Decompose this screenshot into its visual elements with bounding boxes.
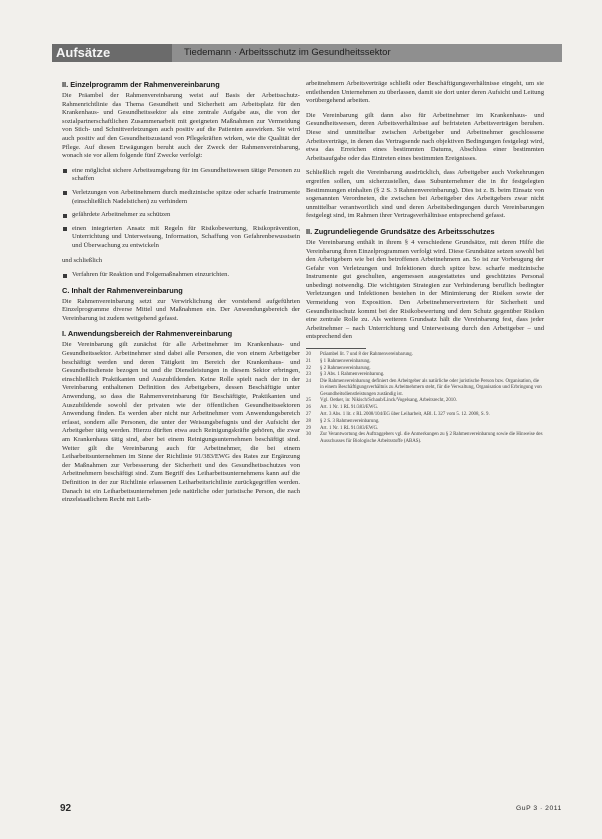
footnote — [306, 426, 544, 432]
journal-issue: GuP 3 · 2011 — [516, 805, 562, 812]
section-heading: I. Anwendungsbereich der Rahmenvereinbarung — [62, 329, 233, 339]
footnote-text: Die Rahmenvereinbarung definiert den Arbeitgeber als natürliche oder juristische Person bzw. Organisation, die in einem Beschäftigungsverhältnis zu Arbeitnehmern steht, für die Verwaltung, Organisation und Erbringung von Gesundheitsdienstleistungen zuständig ist. — [320, 379, 542, 397]
paragraph: und schließlich — [62, 256, 103, 264]
bullet-item: einen integrierten Ansatz mit Regeln für Risikobewertung, Risikoprävention, Unterrichtung und Unterweisung, Information, Schaffung von Gefahrenbewusstsein und Überwachung zu entwickeln — [62, 225, 300, 251]
footnote — [306, 352, 544, 358]
footnote-number: 20 — [306, 352, 311, 358]
bullet-item: eine möglichst sichere Arbeitsumgebung für im Gesundheitswesen tätige Personen zu schaffen — [62, 167, 300, 184]
footnote-number: 21 — [306, 358, 311, 364]
footnote-text: Zur Verantwortung des Auftraggebers vgl. die Anmerkungen zu § 2 Rahmenvereinbarung sowie die Hinweise des Ausschusses für Biologische Arbeitsstoffe (ABAS). — [320, 432, 543, 444]
footnote-number: 28 — [306, 418, 311, 424]
footnote-text: Art. 1 Nr. 1 RL 91/383/EWG. — [320, 405, 379, 411]
footnote-text: Vgl. Oetker, in: Nikisch/Schaub/Linck/Vogelsang, Arbeitsrecht, 2010. — [320, 398, 457, 404]
left-column — [62, 80, 300, 511]
right-column — [306, 80, 544, 445]
paragraph: Die Präambel der Rahmenvereinbarung weist auf Basis der Arbeitsschutz-Rahmenrichtlinie das Thema Gesundheit und Sicherheit am Arbeitsplatz für den Krankenhaus- und Gesundheitssektor als eine zentrale Aufgabe aus, die von der sozialpartnerschaftlichen Zusammenarbeit mit geeigneten Maßnahmen zur Vermeidung von Stich- und Schnittverletzungen auch positiv auf die Patienten auswirken. Sie wird auch positiv auf den Gesundheitszustand von Pflegekräften wirken, wie die Qualität der Pflege. Auf diesen Erwägungen beruht auch der Zweck der Rahmenvereinbarung, wonach sie vor allem folgende fünf Zwecke verfolgt: — [62, 92, 300, 160]
footnote-number: 25 — [306, 398, 311, 404]
bullet-item: gefährdete Arbeitnehmer zu schützen — [62, 211, 300, 220]
footnote-text: § 2 S. 3 Rahmenvereinbarung. — [320, 418, 380, 424]
footnote-number: 29 — [306, 425, 311, 431]
bullet-item: Verfahren für Reaktion und Folgemaßnahmen einzurichten. — [62, 271, 300, 280]
paragraph: Die Vereinbarung enthält in ihrem § 4 verschiedene Grundsätze, mit deren Hilfe die Vereinbarung ihren Einzelprogrammen verfolgt wird. Diese Grundsätze setzen sowohl bei den Arbeitgebern wie bei den betroffenen Arbeitnehmern an. So ist zur Vorbeugung der Gefahr von Verletzungen und Infektionen durch spitze bzw. scharfe medizinische Instrumente gut geschulten, angemessen ausgestattetes und geschütztes Personal unbedingt notwendig. Die wichtigsten Strategien zur Verhinderung beruflich bedingter Verletzungen und Infektionen bestehen in der Minimierung der Risiken sowie der Vermeidung von Exposition. Den Arbeitnehmervertretern für Sicherheit und Gesundheitsschutz kommt bei der Risikobewertung und dem Schutz gegenüber Risiken eine zentrale Rolle zu. Als weiteren Grundsatz hält die Vereinbarung fest, dass jeder Arbeitnehmer – nach Unterrichtung und Unterweisung durch den Arbeitgeber – und entsprechend den — [306, 238, 544, 341]
footnote-number: 23 — [306, 372, 311, 378]
bullet-list — [62, 167, 300, 251]
footnote-divider — [306, 348, 366, 349]
footnote-text: § 1 Rahmenvereinbarung. — [320, 358, 371, 364]
footnote — [306, 372, 544, 378]
section-heading: II. Zugrundeliegende Grundsätze des Arbeitsschutzes — [306, 226, 495, 236]
footnote — [306, 359, 544, 365]
footnote-number: 30 — [306, 432, 311, 438]
footnote-number: 22 — [306, 365, 311, 371]
footnote — [306, 405, 544, 411]
footnote — [306, 366, 544, 372]
section-heading: C. Inhalt der Rahmenvereinbarung — [62, 285, 183, 295]
bullet-item: Verletzungen von Arbeitnehmern durch medizinische spitze oder scharfe Instrumente (einschließlich Nadelstichen) zu verhindern — [62, 189, 300, 206]
footnote — [306, 419, 544, 425]
paragraph: Die Rahmenvereinbarung setzt zur Verwirklichung der vorstehend aufgeführten Einzelprogramme diverse Mittel und Maßnahmen ein. Der Anwendungsbereich der Vereinbarung ist zudem weitgehend gefasst. — [62, 297, 300, 322]
paragraph: Die Vereinbarung gilt dann also für Arbeitnehmer im Krankenhaus- und Gesundheitswesen, deren Arbeitsverhältnisse auf befristeten Arbeitsverträgen beruhen. Diese sind unmittelbar zwischen Arbeitgeber und Arbeitnehmer geschlossene Arbeitsverträge, in denen das Vertragsende nach objektiven Bedingungen festgelegt wird, etwa das Erreichen eines bestimmten Datums, Abschluss einer bestimmten Arbeitsaufgabe oder das Eintreten eines bestimmten Ereignisses. — [306, 111, 544, 162]
footnote-text: Art. 3 Abs. 1 lit. c RL 2008/104/EG über Leiharbeit, ABl. L 327 vom 5. 12. 2008, S. 9. — [320, 412, 490, 418]
paragraph: arbeitnehmern Arbeitsverträge schließt oder Beschäftigungsverhältnisse eingeht, um sie entleihenden Unternehmen zu überlassen, damit sie dort unter deren Aufsicht und Leitung vorübergehend arbeiten. — [306, 80, 544, 105]
footnote — [306, 398, 544, 404]
section-label: Aufsätze — [56, 45, 111, 60]
paragraph: Schließlich regelt die Vereinbarung ausdrücklich, dass Arbeitgeber auch Vorkehrungen ergreifen sollen, um sicherzustellen, dass Subunternehmer die in ihr festgelegten Bestimmungen einhalten (§ 2 S. 3 Rahmenvereinbarung). Dies ist z. B. beim Einsatz von sogenannten Verordneten, die zwischen bei Arbeitgeber des Arbeitgebers zwar nicht unmittelbar verantwortlich sind und deren Arbeitsbedingungen durch Vereinbarungen festgelegt sind, im Rahmen ihrer Vertragsverhältnisse entsprechend gefasst. — [306, 169, 544, 220]
footnote-text: Art. 1 Nr. 1 RL 91/383/EWG. — [320, 425, 379, 431]
paragraph: Die Vereinbarung gilt zunächst für alle Arbeitnehmer im Krankenhaus- und Gesundheitssektor. Arbeitnehmer sind dabei alle Personen, die von einem Arbeitgeber beschäftigt werden und deren Tätigkeit im Bereich der Krankenhaus- und Gesundheitsdienste bezogen ist und die Dienstleistungen in diesem Sektor erbringen, einschließlich Praktikanten und Auszubildenden. Keine Rolle spielt nach der in der Vereinbarung enthaltenen Definition des Arbeitgebers, dessen Beschäftigte unter Anwendung, so dass die Rahmenvereinbarung für Beschäftigte, Praktikanten und Auszubildende sowohl der privaten wie der öffentlichen Gesundheitssektoren Anwendung finden. Es werden aber nicht nur Arbeitnehmer vom Anwendungsbereich erfasst, sondern alle Personen, die unter der Weisungsbefugnis und der Aufsicht der Arbeitgeber tätig werden. Hierzu dürften etwa auch Reinigungskräfte gehören, die zwar am Krankenhaus tätig sind, aber bei einem Reinigungsunternehmen beschäftigt sind. Weiter gilt die Vereinbarung auch für Arbeitnehmer, die bei einem Leiharbeitsunternehmen im Sinne der Richtlinie 91/383/EWG des Rates zur Ergänzung der Maßnahmen zur Verbesserung der Sicherheit und des Gesundheitsschutzes von Arbeitnehmern beschäftigt sind. Zum Begriff des Leiharbeitsunternehmens kann auf die Definition in der zur Richtlinie erlassenen Leiharbeitsrichtlinie zurückgegriffen werden. Danach ist ein Leiharbeitsunternehmen jede natürliche oder juristische Person, die nach einzelstaatlichem Recht mit Leih- — [62, 341, 300, 504]
footnote-number: 24 — [306, 379, 311, 385]
section-heading: II. Einzelprogramm der Rahmenvereinbarung — [62, 80, 220, 89]
page-number: 92 — [60, 803, 72, 814]
footnote — [306, 412, 544, 418]
footnote-text: § 3 Abs. 1 Rahmenvereinbarung. — [320, 372, 385, 378]
footnote — [306, 432, 544, 444]
footnote-number: 27 — [306, 412, 311, 418]
footnote-text: Präambel lit. 7 und 8 der Rahmenvereinbarung. — [320, 352, 413, 358]
running-header-title: Tiedemann · Arbeitsschutz im Gesundheitssektor — [184, 47, 391, 58]
footnote-text: § 2 Rahmenvereinbarung. — [320, 365, 371, 371]
footnote-number: 26 — [306, 405, 311, 411]
footnote — [306, 379, 544, 398]
footnotes — [306, 352, 544, 445]
bullet-list — [62, 271, 300, 280]
